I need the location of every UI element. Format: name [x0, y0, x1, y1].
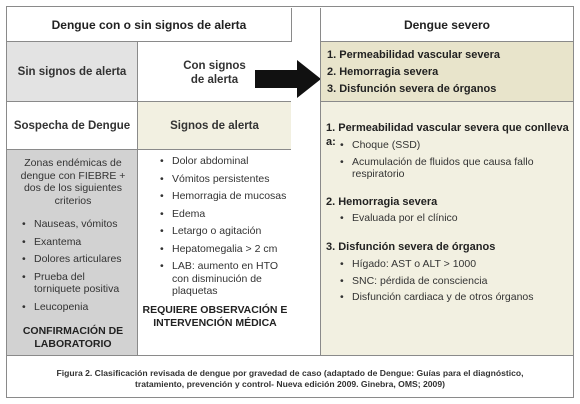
header-divider [291, 8, 292, 42]
figure-caption [12, 368, 568, 390]
con-signos-line1: Con signos [183, 60, 246, 72]
severo-detail-item: • Acumulación de fluidos que causa fallo respiratorio [340, 156, 566, 181]
severo-section-1-list [340, 139, 566, 185]
confirmacion-laboratorio [10, 325, 136, 350]
sin-signos-box [7, 42, 138, 102]
sin-signos-intro: Zonas endémicas de dengue con FIEBRE + dos de los siguientes criterios [20, 157, 126, 207]
alert-sign-item: • Hepatomegalia > 2 cm [160, 243, 288, 256]
severo-detail-item: • Evaluada por el clínico [340, 212, 566, 225]
severo-detail-item: • Disfunción cardiaca y de otros órganos [340, 291, 566, 304]
severo-summary-item-2: 2. Hemorragia severa [327, 66, 439, 78]
alert-sign-item: • Edema [160, 208, 288, 221]
severo-section-3-title: 3. Disfunción severa de órganos [326, 241, 496, 253]
sospecha-label: Sospecha de Dengue [13, 120, 131, 132]
severo-section-1-title: 1. Permeabilidad vascular severa que conlleva a: [326, 122, 569, 148]
severo-summary-item-3: 3. Disfunción severa de órganos [327, 83, 497, 95]
criteria-item: • Exantema [22, 236, 134, 249]
severo-section-3-list [340, 258, 566, 308]
arrow-right-icon [255, 60, 323, 98]
alert-sign-item: • Dolor abdominal [160, 155, 288, 168]
header-right-title: Dengue severo [320, 8, 573, 42]
severo-detail-item: • Hígado: AST o ALT > 1000 [340, 258, 566, 271]
header-left-title: Dengue con o sin signos de alerta [7, 8, 291, 42]
criteria-item: • Leucopenia [22, 301, 134, 314]
signos-alerta-box [138, 102, 291, 150]
alert-sign-item: • LAB: aumento en HTO con disminución de plaquetas [160, 260, 288, 298]
requiere-observacion [140, 304, 290, 329]
confirmacion-line1: CONFIRMACIÓN DE [22, 325, 124, 337]
alert-sign-item: • Hemorragia de mucosas [160, 190, 288, 203]
criteria-item: • Nauseas, vómitos [22, 218, 134, 231]
severo-section-2-list [340, 212, 566, 229]
requiere-line1: REQUIERE OBSERVACIÓN E [142, 304, 288, 316]
caption-line2: tratamiento, prevención y control- Nueva edición 2009. Ginebra, OMS; 2009) [135, 379, 445, 389]
signos-alerta-list [160, 155, 288, 301]
severo-summary-box [320, 42, 573, 102]
signos-alerta-label: Signos de alerta [170, 120, 259, 132]
severo-detail-item: • Choque (SSD) [340, 139, 566, 152]
requiere-line2: INTERVENCIÓN MÉDICA [153, 316, 277, 329]
con-signos-line2: de alerta [190, 74, 239, 86]
sin-signos-criteria-list [22, 218, 134, 316]
severo-detail-item: • SNC: pérdida de consciencia [340, 275, 566, 288]
alert-sign-item: • Letargo o agitación [160, 225, 288, 238]
alert-sign-item: • Vómitos persistentes [160, 173, 288, 186]
severo-summary-item-1: 1. Permeabilidad vascular severa [327, 49, 501, 61]
severo-section-2-title: 2. Hemorragia severa [326, 196, 438, 208]
criteria-item: • Dolores articulares [22, 253, 134, 266]
criteria-item: • Prueba del torniquete positiva [22, 271, 134, 296]
confirmacion-line2: LABORATORIO [34, 337, 112, 350]
sin-signos-label: Sin signos de alerta [17, 66, 127, 78]
caption-line1: Figura 2. Clasificación revisada de dengue por gravedad de caso (adaptado de Dengue: Guías para el diagnóstico, [56, 368, 524, 378]
sospecha-box [7, 102, 138, 150]
